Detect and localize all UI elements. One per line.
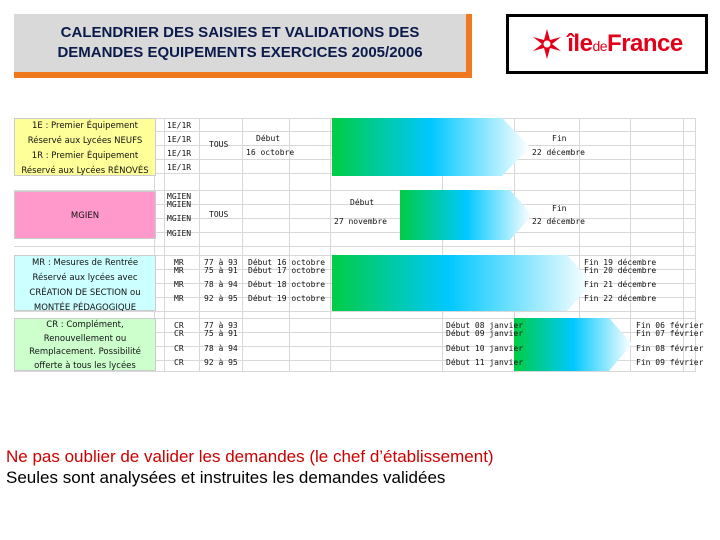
depts-cell: 78 à 94 — [204, 280, 238, 289]
end-date: Fin 06 février — [636, 321, 704, 330]
category-cr: CR : Complément, Renouvellement ou Remplacement. Possibilité offerte à tous les lycées — [14, 318, 156, 371]
logo-wordmark: îledeFrance — [567, 30, 683, 57]
end-date: 22 décembre — [532, 148, 585, 157]
start-date: Début 08 janvier — [446, 321, 524, 330]
calendar-grid — [14, 118, 704, 372]
category-1e-1r: 1E : Premier Équipement Réservé aux Lycées NEUFS 1R : Premier Équipement Réservé aux Lycées RÉNOVÉS — [14, 118, 156, 176]
code-cell: MGIEN — [167, 192, 192, 201]
depts-cell: 75 à 91 — [204, 329, 238, 338]
end-date: Fin 08 février — [636, 344, 704, 353]
end-date: Fin 09 février — [636, 358, 704, 367]
period-arrow-2 — [400, 190, 534, 240]
code-cell: MR — [174, 280, 184, 289]
validation-note — [6, 446, 494, 488]
title-box — [14, 14, 472, 78]
note-line-1: Ne pas oublier de valider les demandes (le chef d’établissement) — [6, 447, 494, 466]
code-cell: CR — [174, 358, 184, 367]
depts-cell: 92 à 95 — [204, 294, 238, 303]
depts-cell: 75 à 91 — [204, 266, 238, 275]
end-date: Fin 20 décembre — [584, 266, 657, 275]
depts-cell: 78 à 94 — [204, 344, 238, 353]
page-title-line2: DEMANDES EQUIPEMENTS EXERCICES 2005/2006 — [57, 44, 423, 61]
page-title-line1: CALENDRIER DES SAISIES ET VALIDATIONS DES — [60, 24, 420, 41]
start-date: Début 11 janvier — [446, 358, 524, 367]
code-cell: MGIEN — [167, 200, 192, 209]
code-cell: CR — [174, 344, 184, 353]
start-date: Début 19 octobre — [248, 294, 326, 303]
iledefrance-logo — [506, 14, 708, 74]
depts-cell: 77 à 93 — [204, 258, 238, 267]
star-logo-icon — [531, 28, 563, 60]
code-cell: MR — [174, 258, 184, 267]
code-cell: 1E/1R — [167, 121, 192, 130]
code-cell: MGIEN — [167, 214, 192, 223]
code-cell: 1E/1R — [167, 135, 192, 144]
code-cell: MR — [174, 294, 184, 303]
scope-label: TOUS — [209, 210, 229, 219]
depts-cell: 77 à 93 — [204, 321, 238, 330]
end-date: Fin 21 décembre — [584, 280, 657, 289]
start-label: Début — [350, 198, 375, 207]
category-mgien: MGIEN — [14, 191, 156, 239]
start-date: Début 09 janvier — [446, 329, 524, 338]
start-date: Début 18 octobre — [248, 280, 326, 289]
end-date: Fin 22 décembre — [584, 294, 657, 303]
end-label: Fin — [552, 134, 567, 143]
depts-cell: 92 à 95 — [204, 358, 238, 367]
scope-label: TOUS — [209, 140, 229, 149]
code-cell: CR — [174, 321, 184, 330]
start-date: 27 novembre — [334, 217, 387, 226]
code-cell: MR — [174, 266, 184, 275]
end-label: Fin — [552, 204, 567, 213]
start-date: 16 octobre — [246, 148, 295, 157]
code-cell: CR — [174, 329, 184, 338]
end-date: Fin 07 février — [636, 329, 704, 338]
period-arrow-1 — [332, 118, 532, 176]
category-mr: MR : Mesures de Rentrée Réservé aux lycées avec CRÉATION DE SECTION ou MONTÉE PÉDAGOGIQUE — [14, 255, 156, 311]
code-cell: 1E/1R — [167, 163, 192, 172]
end-date: Fin 19 décembre — [584, 258, 657, 267]
start-date: Début 17 octobre — [248, 266, 326, 275]
period-arrow-3 — [332, 255, 594, 311]
start-date: Début 16 octobre — [248, 258, 326, 267]
note-line-2: Seules sont analysées et instruites les demandes validées — [6, 468, 446, 487]
end-date: 22 décembre — [532, 217, 585, 226]
code-cell: MGIEN — [167, 229, 192, 238]
start-date: Début 10 janvier — [446, 344, 524, 353]
period-arrow-4 — [514, 318, 634, 371]
start-label: Début — [256, 134, 281, 143]
code-cell: 1E/1R — [167, 149, 192, 158]
